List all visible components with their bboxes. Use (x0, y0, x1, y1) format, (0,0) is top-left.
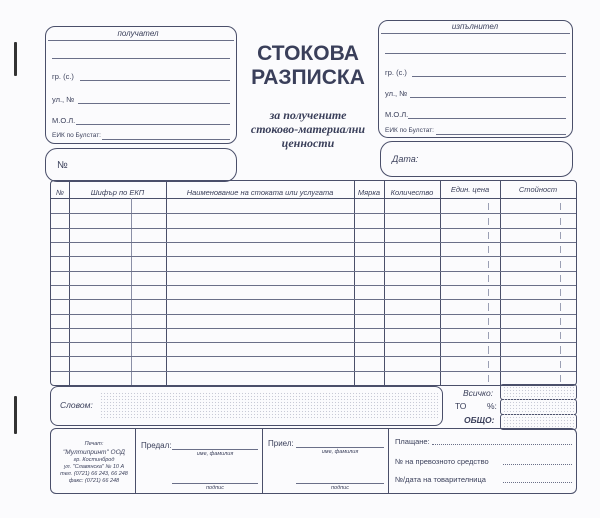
cell-tick-mark (488, 332, 489, 339)
printer-line1: Печат: (84, 441, 104, 447)
supplier-mol-label: М.О.Л. (385, 110, 409, 119)
number-box (45, 148, 237, 182)
col-divider (440, 181, 441, 385)
table-row (51, 342, 576, 343)
cell-tick-mark (488, 246, 489, 253)
date-label: Дата: (392, 154, 419, 164)
received-label: Приел: (268, 439, 294, 448)
cell-tick-mark (488, 275, 489, 282)
supplier-city-label: гр. (с.) (385, 68, 407, 77)
subtitle-line2: стоково-материални (250, 122, 366, 136)
handed-name-hint: име, фамилия (196, 451, 234, 457)
cell-tick-mark (488, 318, 489, 325)
cell-tick-mark (488, 203, 489, 210)
vehicle-line (503, 464, 572, 465)
supplier-eik-label: ЕИК по Булстат: (385, 127, 434, 134)
payment-line (432, 444, 572, 445)
blank-line (52, 58, 230, 59)
handed-sign-hint: подпис (206, 485, 224, 491)
recipient-street-line (78, 103, 230, 104)
supplier-street-line (410, 97, 566, 98)
vat-label: ТО (455, 401, 467, 411)
grand-total-label: ОБЩО: (464, 415, 495, 425)
col-header-name: Наименование на стоката или услугата (186, 188, 334, 197)
staple-mark (14, 42, 17, 76)
cell-tick-mark (560, 289, 561, 296)
totals-field (503, 386, 574, 428)
items-table (50, 180, 577, 386)
divider (381, 33, 570, 34)
waybill-label: №/дата на товарителница (395, 475, 486, 484)
col-divider (354, 181, 355, 385)
footer-divider (388, 429, 389, 493)
col-header-number: № (55, 188, 65, 197)
document-title-line2: РАЗПИСКА (251, 66, 365, 89)
payment-label: Плащане: (395, 437, 430, 446)
handed-label: Предал: (141, 441, 172, 450)
table-row (51, 256, 576, 257)
vat-percent-label: %: (487, 401, 497, 411)
table-row (51, 228, 576, 229)
received-sign-line (296, 483, 384, 484)
recipient-box (45, 26, 237, 144)
recipient-street-label: ул., № (52, 95, 75, 104)
cell-tick-mark (560, 203, 561, 210)
waybill-line (503, 482, 572, 483)
printer-line5: тел. (0721) 66 243, 66 248 (60, 471, 128, 477)
recipient-mol-label: М.О.Л. (52, 116, 76, 125)
printer-line6: факс: (0721) 66 248 (68, 478, 120, 484)
table-row (51, 213, 576, 214)
cell-tick-mark (560, 346, 561, 353)
subtitle-line3: ценности (281, 136, 335, 150)
cell-tick-mark (488, 289, 489, 296)
cell-tick-mark (560, 275, 561, 282)
table-row (51, 356, 576, 357)
supplier-header: изпълнител (451, 22, 499, 31)
cell-tick-mark (560, 261, 561, 268)
supplier-street-label: ул., № (385, 89, 408, 98)
cell-tick-mark (560, 232, 561, 239)
supplier-city-line (412, 76, 566, 77)
staple-mark (14, 396, 17, 434)
document-title-line1: СТОКОВА (257, 42, 359, 65)
cell-tick-mark (560, 375, 561, 382)
cell-tick-mark (488, 232, 489, 239)
handed-sign-line (172, 483, 258, 484)
received-name-hint: име, фамилия (321, 449, 359, 455)
table-row (51, 328, 576, 329)
table-row (51, 271, 576, 272)
col-header-value: Стойност (518, 185, 558, 194)
number-label: № (57, 160, 68, 171)
col-divider (384, 181, 385, 385)
received-name-line (296, 447, 384, 448)
recipient-eik-line (102, 139, 230, 140)
recipient-eik-label: ЕИК по Булстат: (52, 132, 101, 139)
received-sign-hint: подпис (331, 485, 349, 491)
cell-tick-mark (488, 346, 489, 353)
footer-divider (135, 429, 136, 493)
col-divider (69, 181, 70, 385)
supplier-box (378, 20, 573, 138)
recipient-city-line (80, 80, 230, 81)
table-row (51, 285, 576, 286)
table-row (51, 299, 576, 300)
col-divider (166, 181, 167, 385)
footer-divider (262, 429, 263, 493)
col-header-quantity: Количество (390, 188, 434, 197)
table-row (51, 314, 576, 315)
words-field (100, 392, 438, 420)
supplier-eik-line (436, 134, 566, 135)
words-label: Словом: (60, 400, 93, 410)
handed-name-line (172, 449, 258, 450)
col-header-unit: Мярка (357, 188, 381, 197)
divider (48, 40, 234, 41)
cell-tick-mark (560, 361, 561, 368)
table-header-divider (51, 198, 576, 199)
printer-line3: гр. Костинброд (73, 457, 115, 463)
cell-tick-mark (488, 361, 489, 368)
printer-line4: ул. "Славянска" № 10 А (63, 464, 125, 470)
cell-tick-mark (560, 218, 561, 225)
cell-tick-mark (560, 246, 561, 253)
printer-line2: "Мултипринт" ООД (62, 449, 126, 456)
recipient-mol-line (76, 124, 230, 125)
recipient-city-label: гр. (с.) (52, 72, 74, 81)
subtitle-line1: за получените (269, 108, 347, 122)
table-row (51, 371, 576, 372)
cell-tick-mark (560, 318, 561, 325)
cell-tick-mark (560, 332, 561, 339)
blank-line (385, 53, 566, 54)
vehicle-label: № на превозното средство (395, 457, 489, 466)
cell-tick-mark (488, 375, 489, 382)
recipient-header: получател (117, 29, 159, 38)
cell-tick-mark (488, 218, 489, 225)
col-divider (500, 181, 501, 385)
supplier-mol-line (408, 118, 566, 119)
cell-tick-mark (488, 261, 489, 268)
col-header-unit-price: Един. цена (450, 185, 490, 194)
total-label: Всичко: (463, 388, 494, 398)
table-row (51, 242, 576, 243)
cell-tick-mark (560, 303, 561, 310)
cell-tick-mark (488, 303, 489, 310)
col-header-code: Шифър по ЕКП (90, 188, 145, 197)
